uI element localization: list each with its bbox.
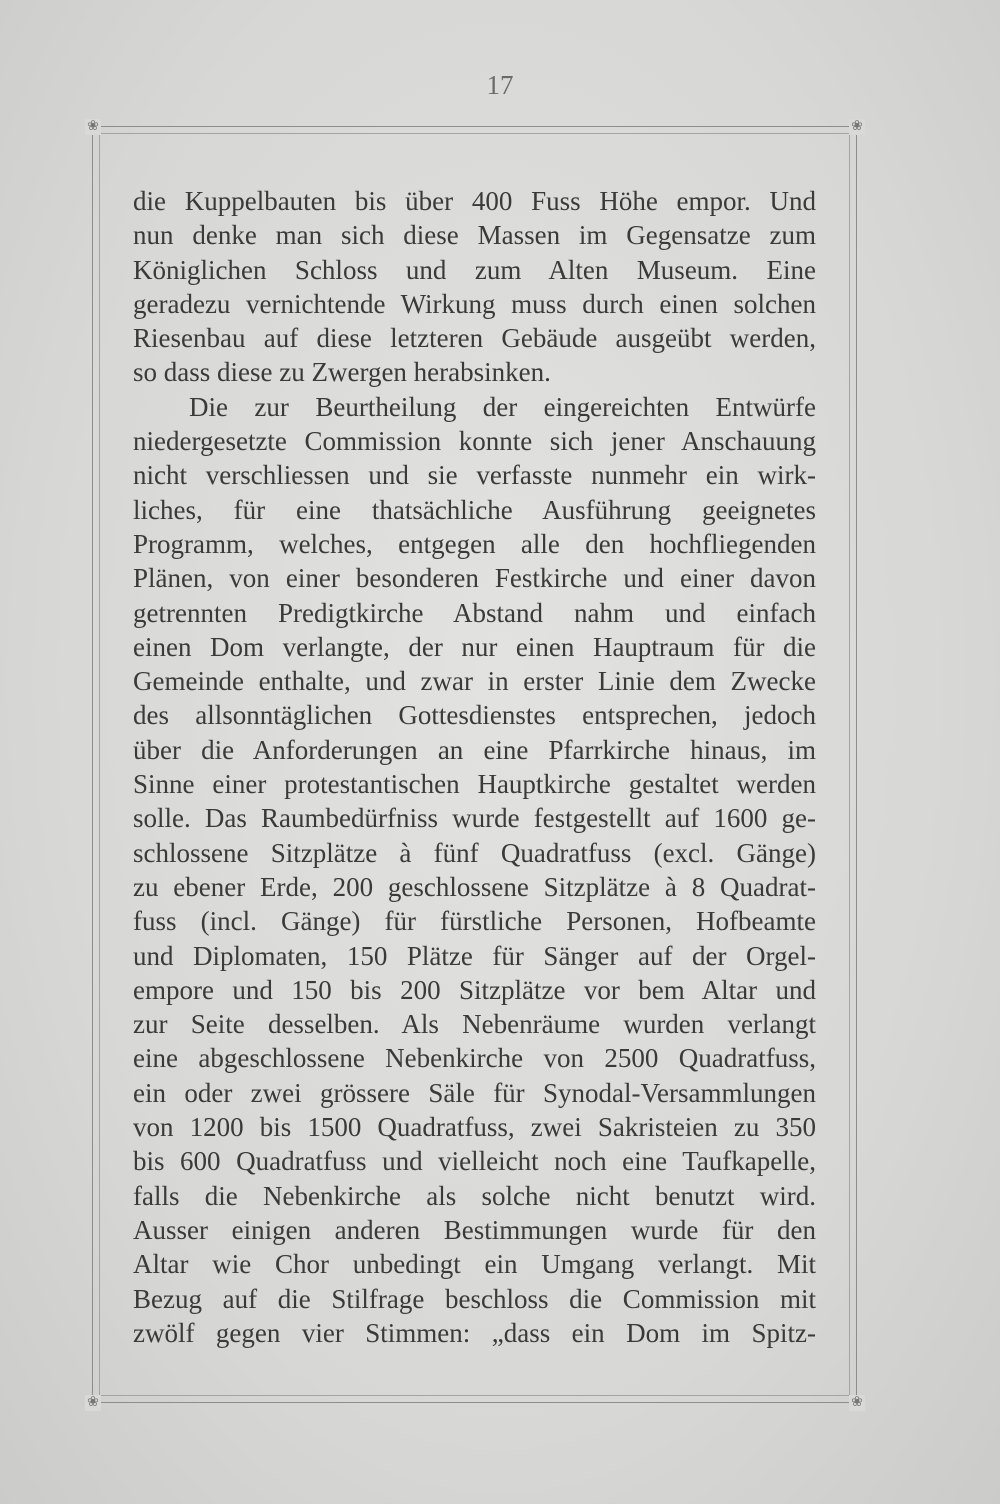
text-line: schlossene Sitzplätze à fünf Quadratfuss (excl. Gänge) [133,837,816,868]
page-number: 17 [486,70,514,100]
corner-ornament-icon: ❀ [85,119,101,135]
text-line: und Diplomaten, 150 Plätze für Sänger auf der Orgel- [133,940,816,971]
text-line: ein oder zwei grössere Säle für Synodal-Versammlungen [133,1077,816,1108]
body-text [133,184,816,1350]
text-line: Riesenbau auf diese letzteren Gebäude ausgeübt werden, [133,323,816,354]
corner-ornament-icon: ❀ [85,1395,101,1411]
text-line: einen Dom verlangte, der nur einen Hauptraum für die [133,631,816,662]
text-line: die Kuppelbauten bis über 400 Fuss Höhe empor. Und [133,186,816,216]
text-line: Gemeinde enthalte, und zwar in erster Linie dem Zwecke [133,666,816,697]
text-line: solle. Das Raumbedürfniss wurde festgestellt auf 1600 ge- [133,803,816,834]
corner-ornament-icon: ❀ [849,119,865,135]
text-line: eine abgeschlossene Nebenkirche von 2500 Quadratfuss, [133,1043,816,1074]
text-line: nun denke man sich diese Massen im Gegensatze zum [133,220,816,251]
text-line: Die zur Beurtheilung der eingereichten Entwürfe [189,391,816,422]
text-line: so dass diese zu Zwergen herabsinken. [133,357,551,388]
text-line: Sinne einer protestantischen Hauptkirche gestaltet werden [133,769,816,800]
text-line: Programm, welches, entgegen alle den hochfliegenden [133,528,816,559]
text-line: des allsonntäglichen Gottesdienstes entsprechen, jedoch [133,700,816,731]
text-line: zu ebener Erde, 200 geschlossene Sitzplätze à 8 Quadrat- [133,871,816,902]
text-line: Königlichen Schloss und zum Alten Museum. Eine [133,254,816,285]
text-line: liches, für eine thatsächliche Ausführung geeignetes [133,494,816,525]
text-line: fuss (incl. Gänge) für fürstliche Personen, Hofbeamte [133,906,816,937]
text-line: getrennten Predigtkirche Abstand nahm und einfach [133,597,816,628]
text-line: bis 600 Quadratfuss und vielleicht noch eine Taufkapelle, [133,1146,816,1177]
text-line: von 1200 bis 1500 Quadratfuss, zwei Sakristeien zu 350 [133,1112,816,1143]
corner-ornament-icon: ❀ [849,1395,865,1411]
text-line: empore und 150 bis 200 Sitzplätze vor bem Altar und [133,974,816,1005]
text-line: geradezu vernichtende Wirkung muss durch einen solchen [133,288,816,319]
text-line: Plänen, von einer besonderen Festkirche und einer davon [133,563,816,594]
text-line: zur Seite desselben. Als Nebenräume wurden verlangt [133,1009,816,1040]
text-line: Altar wie Chor unbedingt ein Umgang verlangt. Mit [133,1249,816,1280]
text-line: falls die Nebenkirche als solche nicht benutzt wird. [133,1180,816,1211]
text-line: Bezug auf die Stilfrage beschloss die Commission mit [133,1283,816,1314]
text-line: niedergesetzte Commission konnte sich jener Anschauung [133,426,816,457]
text-line: zwölf gegen vier Stimmen: „dass ein Dom im Spitz- [133,1317,816,1348]
text-line: nicht verschliessen und sie verfasste nunmehr ein wirk- [133,460,816,491]
text-line: über die Anforderungen an eine Pfarrkirche hinaus, im [133,734,816,765]
text-line: Ausser einigen anderen Bestimmungen wurde für den [133,1214,816,1245]
